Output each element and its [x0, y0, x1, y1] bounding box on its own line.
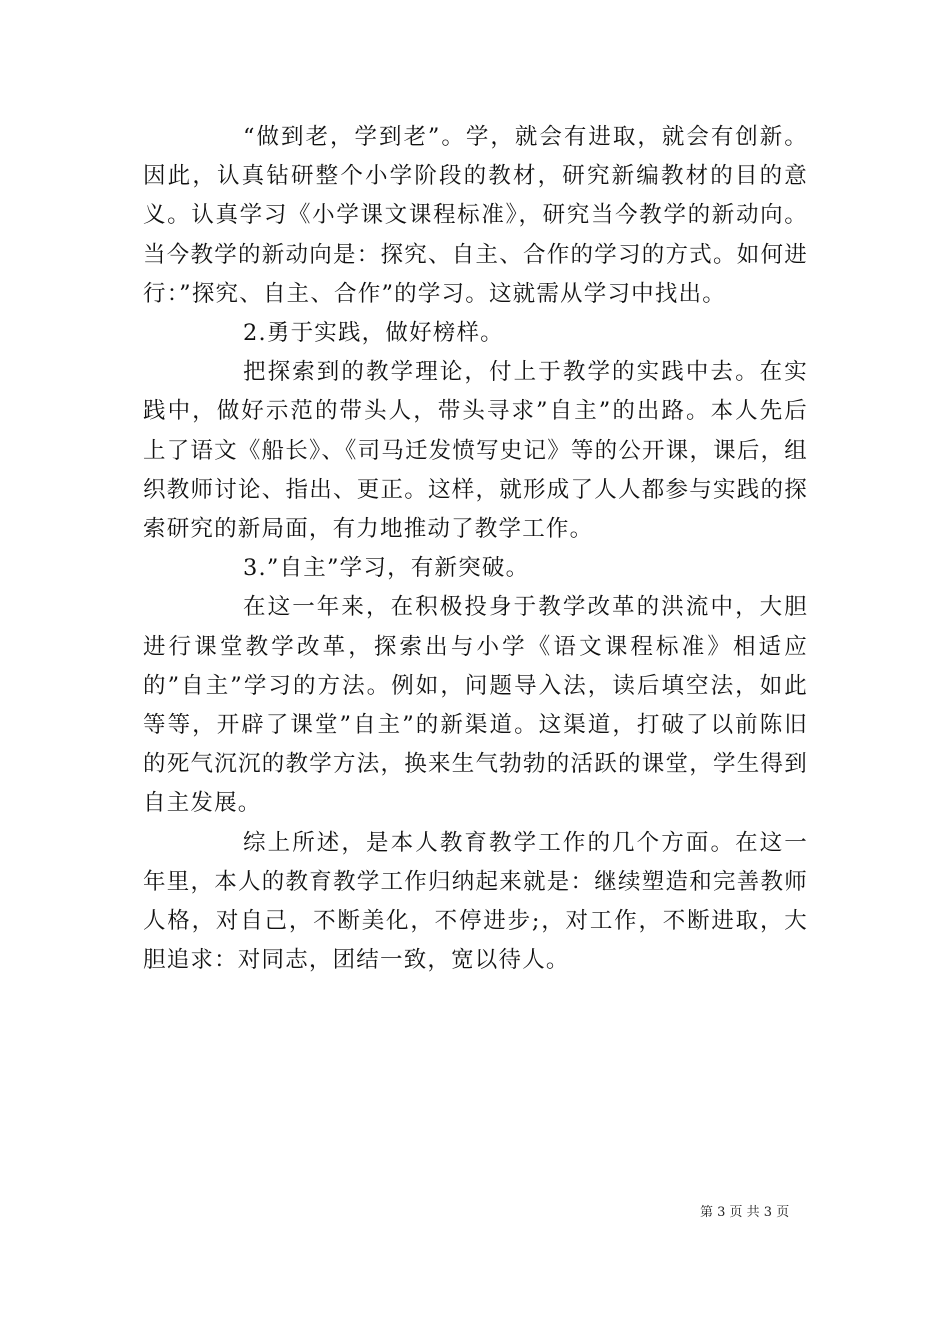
paragraph-practice: 把探索到的教学理论，付上于教学的实践中去。在实践中，做好示范的带头人，带头寻求”自主”的出路。本人先后上了语文《船长》、《司马迁发愤写史记》等的公开课，课后，组织教师讨论、指出、更正。这样，就形成了人人都参与实践的探索研究的新局面，有力地推动了教学工作。: [143, 359, 808, 543]
paragraph-autonomous-learning: 在这一年来，在积极投身于教学改革的洪流中，大胆进行课堂教学改革，探索出与小学《语文课程标准》相适应的”自主”学习的方法。例如，问题导入法，读后填空法，如此等等，开辟了课堂”自主”的新渠道。这渠道，打破了以前陈旧的死气沉沉的教学方法，换来生气勃勃的活跃的课堂，学生得到自主发展。: [143, 594, 808, 817]
heading-autonomous-learning: 3.”自主”学习，有新突破。: [243, 555, 530, 582]
document-body: [143, 118, 808, 980]
paragraph-summary: 综上所述，是本人教育教学工作的几个方面。在这一年里，本人的教育教学工作归纳起来就是：继续塑造和完善教师人格，对自己，不断美化，不停进步;，对工作，不断进取，大胆追求：对同志，团结一致，宽以待人。: [143, 829, 808, 974]
paragraph-study-curriculum: “做到老，学到老”。学，就会有进取，就会有创新。因此，认真钻研整个小学阶段的教材，研究新编教材的目的意义。认真学习《小学课文课程标准》，研究当今教学的新动向。当今教学的新动向是：探究、自主、合作的学习的方式。如何进行：”探究、自主、合作”的学习。这就需从学习中找出。: [143, 124, 808, 307]
heading-practice: 2.勇于实践，做好榜样。: [243, 320, 504, 347]
page-number-footer: 第 3 页 共 3 页: [700, 1205, 790, 1220]
